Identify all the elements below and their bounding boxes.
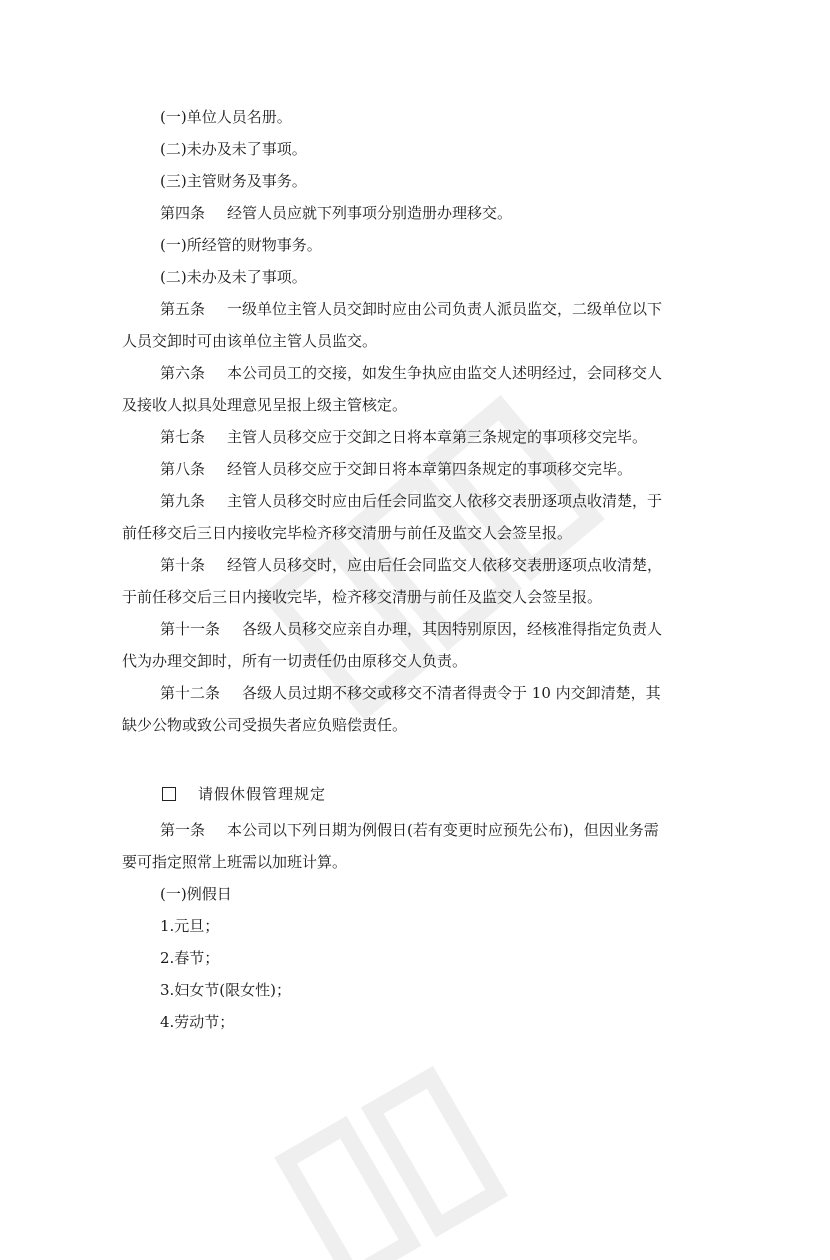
article-6 <box>160 357 712 389</box>
article-11 <box>160 613 712 645</box>
watermark-icon-lower <box>240 1060 600 1260</box>
article-6-cont: 及接收人拟具处理意见呈报上级主管核定。 <box>122 396 408 414</box>
article-label: 第十一条 <box>160 620 221 638</box>
article-text: 一级单位主管人员交卸时应由公司负责人派员监交，二级单位以下 <box>227 300 663 318</box>
article-label: 第十条 <box>160 556 206 574</box>
article-label: 第九条 <box>160 492 206 510</box>
article-label: 第十二条 <box>160 684 221 702</box>
section-title: 请假休假管理规定 <box>198 785 327 803</box>
article-10 <box>160 549 712 581</box>
list-item: 4.劳动节； <box>160 1013 235 1031</box>
article-text: 主管人员移交应于交卸之日将本章第三条规定的事项移交完毕。 <box>227 428 648 446</box>
article-label: 第六条 <box>160 364 206 382</box>
list-item: 3.妇女节(限女性)； <box>160 981 292 999</box>
list-item: (三)主管财务及事务。 <box>160 172 307 190</box>
article-11-cont: 代为办理交卸时，所有一切责任仍由原移交人负责。 <box>122 652 468 670</box>
article-8 <box>160 453 712 485</box>
section-gap <box>160 741 712 778</box>
section-heading <box>160 778 712 810</box>
article-9 <box>160 485 712 517</box>
article-4 <box>160 197 712 229</box>
article-5-cont: 人员交卸时可由该单位主管人员监交。 <box>122 332 378 350</box>
article-text: 经管人员应就下列事项分别造册办理移交。 <box>227 204 513 222</box>
article-label: 第四条 <box>160 204 206 222</box>
article-text: 本公司员工的交接，如发生争执应由监交人述明经过，会同移交人 <box>227 364 663 382</box>
article-10-cont: 于前任移交后三日内接收完毕，检齐移交清册与前任及监交人会签呈报。 <box>122 588 603 606</box>
subsection-title: (一)例假日 <box>160 885 232 903</box>
part2-article-1-cont: 要可指定照常上班需以加班计算。 <box>122 853 348 871</box>
list-item: (一)所经管的财物事务。 <box>160 236 322 254</box>
article-label: 第七条 <box>160 428 206 446</box>
article-12 <box>160 677 712 709</box>
article-text: 各级人员移交应亲自办理，其因特别原因，经核准得指定负责人 <box>242 620 663 638</box>
article-12-cont: 缺少公物或致公司受损失者应负赔偿责任。 <box>122 716 408 734</box>
article-label: 第八条 <box>160 460 206 478</box>
list-item: (二)未办及未了事项。 <box>160 140 307 158</box>
article-text: 经管人员移交应于交卸日将本章第四条规定的事项移交完毕。 <box>227 460 633 478</box>
article-text: 经管人员移交时，应由后任会同监交人依移交表册逐项点收清楚， <box>227 556 663 574</box>
checkbox-icon <box>162 787 176 801</box>
article-label: 第五条 <box>160 300 206 318</box>
article-text: 主管人员移交时应由后任会同监交人依移交表册逐项点收清楚，于 <box>227 492 663 510</box>
part2-article-1 <box>160 814 712 846</box>
document-body <box>122 101 712 1038</box>
article-text: 各级人员过期不移交或移交不清者得责令于 10 内交卸清楚，其 <box>242 684 661 702</box>
list-item: (一)单位人员名册。 <box>160 108 292 126</box>
article-9-cont: 前任移交后三日内接收完毕检齐移交清册与前任及监交人会签呈报。 <box>122 524 573 542</box>
article-text: 本公司以下列日期为例假日(若有变更时应预先公布)，但因业务需 <box>227 821 659 839</box>
list-item: 1.元旦； <box>160 917 220 935</box>
article-5 <box>160 293 712 325</box>
list-item: 2.春节； <box>160 949 220 967</box>
article-label: 第一条 <box>160 821 206 839</box>
article-7 <box>160 421 712 453</box>
list-item: (二)未办及未了事项。 <box>160 268 307 286</box>
